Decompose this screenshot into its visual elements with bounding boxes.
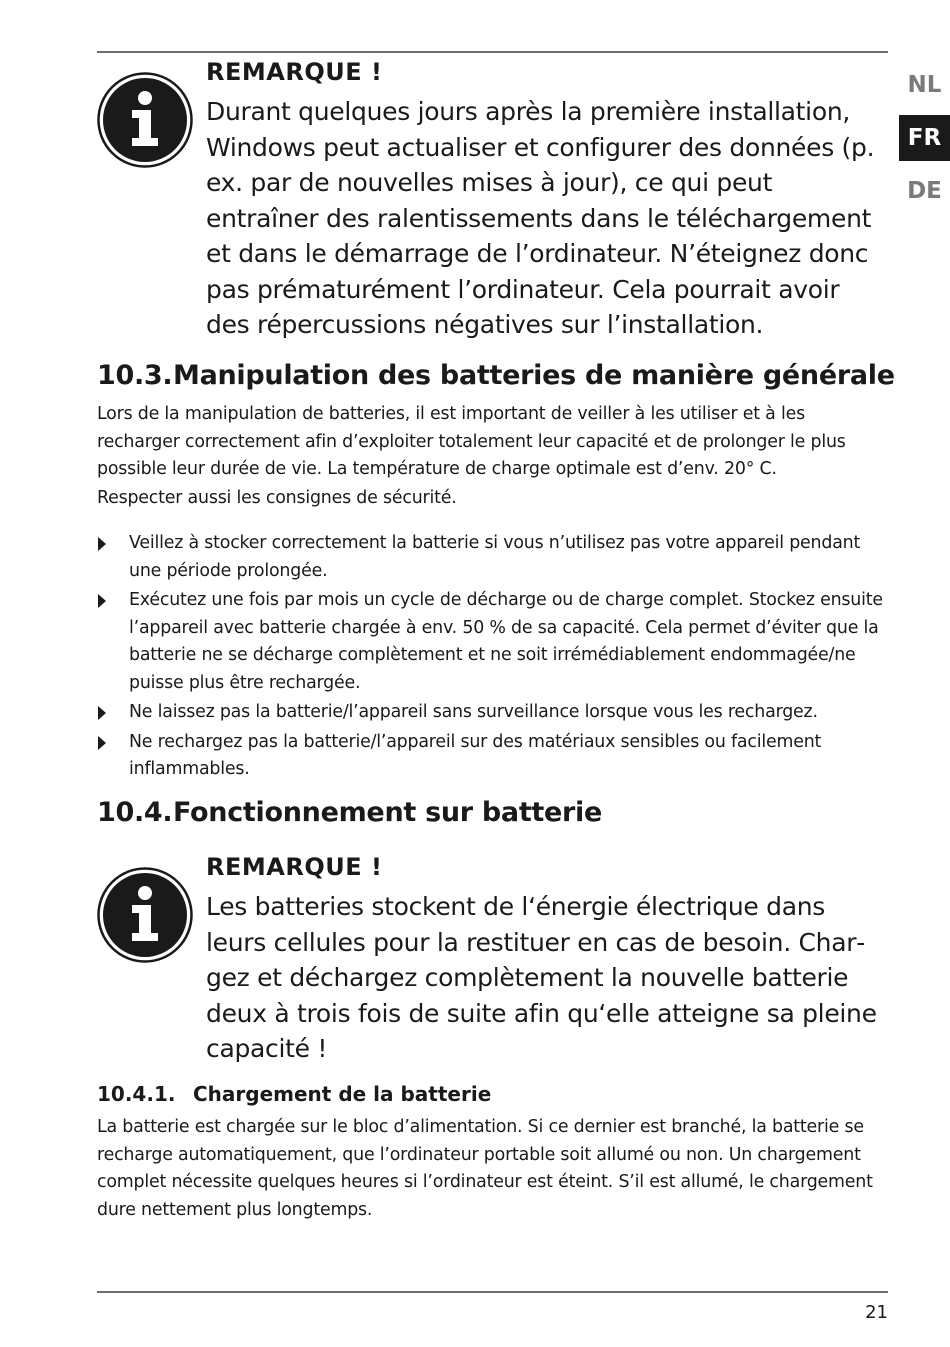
list-item: Ne laissez pas la batterie/l’appareil sans surveillance lorsque vous les rechargez. [97, 699, 887, 727]
bullet-arrow-icon [98, 736, 106, 750]
lang-tab-de[interactable]: DE [907, 178, 942, 204]
list-item: Ne rechargez pas la batterie/l’appareil sur des matériaux sensibles ou facilement inflammables. [97, 729, 887, 784]
section-10-3-intro: Lors de la manipulation de batteries, il est important de veiller à les utiliser et à les recharger correctement afin d’exploiter totalement leur capacité et de prolonger le plus possible leur durée de vie. La température de charge optimale est d’env. 20° C. [97, 404, 846, 479]
section-title: Manipulation des batteries de manière générale [173, 360, 895, 391]
section-number: 10.4. [97, 797, 173, 828]
bullet-list [97, 530, 887, 786]
note-box-2 [97, 853, 887, 1073]
section-heading-10-4 [97, 797, 602, 828]
section-number: 10.4.1. [97, 1082, 176, 1106]
section-heading-10-4-1 [97, 1082, 491, 1106]
section-title: Fonctionnement sur batterie [173, 797, 603, 828]
section-10-3-intro-2: Respecter aussi les consignes de sécurité. [97, 488, 457, 508]
bullet-arrow-icon [98, 706, 106, 720]
section-heading-10-3 [97, 360, 895, 391]
bullet-arrow-icon [98, 594, 106, 608]
top-rule [97, 51, 888, 53]
note-title: REMARQUE ! [206, 853, 383, 881]
info-icon [97, 72, 193, 168]
lang-tab-nl[interactable]: NL [907, 72, 942, 98]
language-tabs [899, 62, 950, 221]
section-title: Chargement de la batterie [193, 1082, 492, 1106]
note-box-1 [97, 58, 887, 348]
note-title: REMARQUE ! [206, 58, 383, 86]
note-text: Les batteries stockent de l‘énergie électrique dans leurs cellules pour la restituer en cas de besoin. Chargez et déchargez complètement la nouvelle batterie deux à trois fois de suite afin qu‘elle atteigne sa pleine capacité ! [206, 892, 877, 1063]
bottom-rule [97, 1291, 888, 1293]
bullet-arrow-icon [98, 537, 106, 551]
page-number: 21 [865, 1302, 888, 1323]
section-number: 10.3. [97, 360, 173, 391]
note-text: Durant quelques jours après la première installation, Windows peut actualiser et configurer des données (p. ex. par de nouvelles mises à jour), ce qui peut entraîner des ralentissements dans le téléchargement et dans le démarrage de l’ordinateur. N’éteignez donc pas prématurément l’ordinateur. Cela pourrait avoir des répercussions négatives sur l’installation. [206, 97, 875, 339]
info-icon [97, 867, 193, 963]
section-10-4-1-text: La batterie est chargée sur le bloc d’alimentation. Si ce dernier est branché, la batterie se recharge automatiquement, que l’ordinateur portable soit allumé ou non. Un chargement complet nécessite quelques heures si l’ordinateur est éteint. S’il est allumé, le chargement dure nettement plus longtemps. [97, 1117, 873, 1220]
list-item: Veillez à stocker correctement la batterie si vous n’utilisez pas votre appareil pendant une période prolongée. [97, 530, 887, 585]
list-item: Exécutez une fois par mois un cycle de décharge ou de charge complet. Stockez ensuite l’appareil avec batterie chargée à env. 50 % de sa capacité. Cela permet d’éviter que la batterie ne se décharge complètement et ne soit irrémédiablement endommagée/ne puisse plus être rechargée. [97, 587, 887, 697]
lang-tab-fr[interactable]: FR [899, 115, 950, 161]
